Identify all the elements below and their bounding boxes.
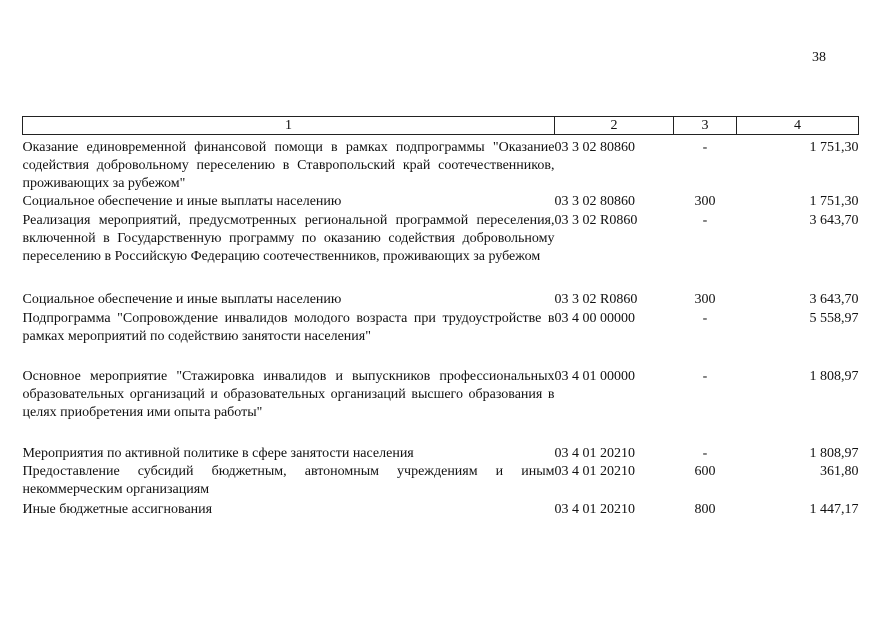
row-name: Мероприятия по активной политике в сфере занятости населения xyxy=(22,446,414,461)
row-code: 03 3 02 R0860 xyxy=(554,292,638,307)
row-name: Иные бюджетные ассигнования xyxy=(22,502,213,517)
row-sum: 1 447,17 xyxy=(809,502,859,517)
row-code: 03 4 01 20210 xyxy=(554,502,635,517)
table-header-row xyxy=(23,117,859,135)
row-type: 600 xyxy=(694,464,716,479)
row-type: - xyxy=(702,311,708,326)
table-row xyxy=(23,445,859,463)
row-sum: 3 643,70 xyxy=(809,292,859,307)
table-row xyxy=(23,135,859,194)
row-type: 300 xyxy=(694,194,716,209)
page-number: 38 xyxy=(812,50,826,65)
column-header-2: 2 xyxy=(555,117,674,135)
table-row xyxy=(23,193,859,212)
row-code: 03 3 02 80860 xyxy=(554,140,635,155)
row-sum: 1 808,97 xyxy=(809,446,859,461)
row-sum: 3 643,70 xyxy=(809,213,859,228)
row-name: Оказание единовременной финансовой помощи в рамках подпрограммы "Оказание содействия добровольному переселению в Ставропольский край соотечественников, проживающих за рубежом" xyxy=(22,140,555,191)
table-row xyxy=(23,463,859,501)
row-type: - xyxy=(702,446,708,461)
table-row xyxy=(23,212,859,291)
row-name: Социальное обеспечение и иные выплаты населению xyxy=(22,292,342,307)
row-name: Подпрограмма "Сопровождение инвалидов молодого возраста при трудоустройстве в рамках мероприятий по содействию занятости населения" xyxy=(22,311,555,344)
table-row xyxy=(23,368,859,445)
row-sum: 1 751,30 xyxy=(809,140,859,155)
row-sum: 361,80 xyxy=(820,464,859,479)
row-code: 03 4 01 20210 xyxy=(554,464,635,479)
row-sum: 5 558,97 xyxy=(809,311,859,326)
row-type: - xyxy=(702,140,708,155)
column-header-4: 4 xyxy=(737,117,859,135)
table-row xyxy=(23,501,859,520)
row-name: Реализация мероприятий, предусмотренных региональной программой переселения, включенной в Государственную программу по оказанию содействия добровольному переселению в Российскую Федерацию соотечественников, проживающих за рубежом xyxy=(22,213,555,264)
row-code: 03 4 01 20210 xyxy=(554,446,635,461)
row-type: 300 xyxy=(694,292,716,307)
row-code: 03 4 00 00000 xyxy=(554,311,635,326)
row-type: - xyxy=(702,369,708,384)
budget-table xyxy=(22,116,859,520)
row-code: 03 3 02 80860 xyxy=(554,194,635,209)
row-code: 03 3 02 R0860 xyxy=(554,213,638,228)
row-name: Социальное обеспечение и иные выплаты населению xyxy=(22,194,342,209)
table-row xyxy=(23,291,859,310)
row-sum: 1 751,30 xyxy=(809,194,859,209)
row-sum: 1 808,97 xyxy=(809,369,859,384)
row-name: Предоставление субсидий бюджетным, автономным учреждениям и иным некоммерческим организациям xyxy=(22,464,555,497)
column-header-3: 3 xyxy=(674,117,737,135)
column-header-1: 1 xyxy=(23,117,555,135)
row-type: - xyxy=(702,213,708,228)
table-row xyxy=(23,310,859,368)
row-code: 03 4 01 00000 xyxy=(554,369,635,384)
row-name: Основное мероприятие "Стажировка инвалидов и выпускников профессиональных образовательных организаций и образовательных организаций высшего образования в целях приобретения ими опыта работы" xyxy=(22,369,555,420)
row-type: 800 xyxy=(694,502,716,517)
